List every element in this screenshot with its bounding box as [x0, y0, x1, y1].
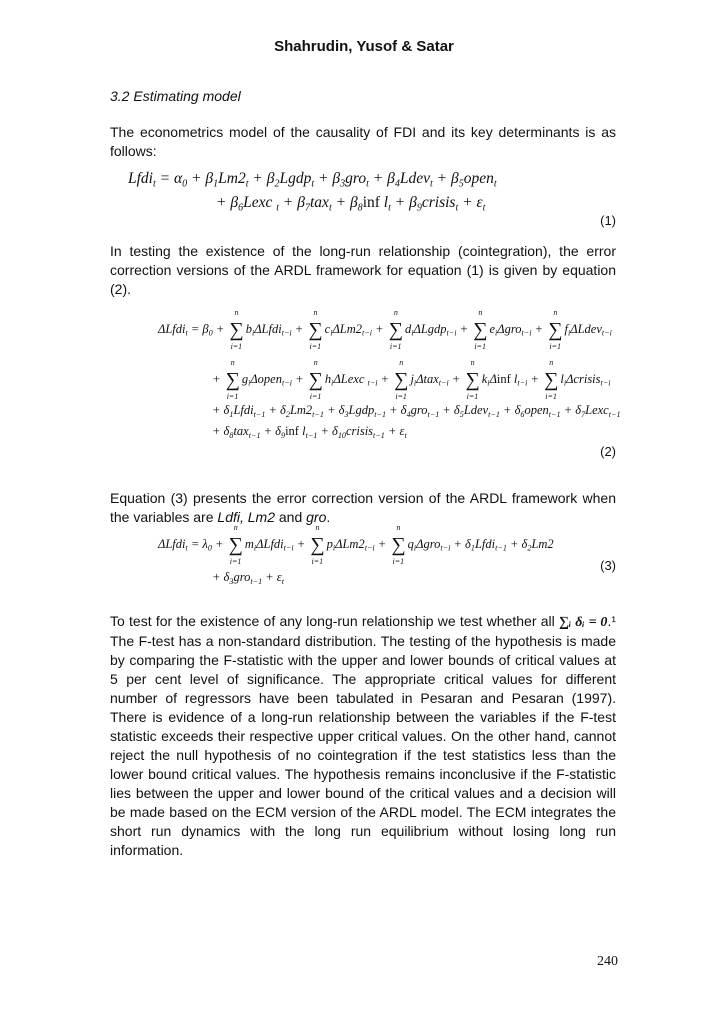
paragraph-intro: The econometrics model of the causality of FDI and its key determinants is as follows:: [110, 124, 616, 159]
paragraph-f-test: To test for the existence of any long-run relationship we test whether all ∑ᵢ δᵢ = 0.¹ The F-test has a non-standard distribution. The testing of the hypothesis is made by comparing the F-statistic with the upper and lower bounds of critical values at 5 per cent level of significance. The appropriate critical values for different number of regressors have been tabulated in Pesaran and Pesaran (1997). There is evidence of a long-run relationship between the variables if the F-test statistic exceeds their respective upper critical values. On the other hand, cannot reject the null hypothesis of no cointegration if the test statistics less than the lower bound critical values. The hypothesis remains inconclusive if the F-statistic lies between the upper and lower bound of the critical values and a decision will be made based on the ECM version of the ARDL model. The ECM integrates the short run dynamics with the long run equilibrium without losing long run information.: [110, 613, 616, 858]
equation-1-line-1: Lfdi$_t$ = $\alpha_0 + \beta_1Lm2_t$ + $\beta_2Lgdp_t + \beta_3gro_t$ + $\beta_4Ldev_t$ + $\beta_5open_t$: [128, 170, 497, 190]
equation-2-line-2: + ∑ n i=1 $g_i\Delta open_{t-i}$ + ∑ n i=1 $h_i\Delta Lexc$ $_{t-i}$ + ∑ n i=1 $j_i\Delta tax_{t-i}$ + ∑ n i=1 $k_i\Delta inf$ $l_{t-i}$ + ∑ n i=1 $l_i\Delta crisis_{t-i}$: [212, 358, 611, 401]
page-number: 240: [597, 954, 618, 969]
equation-1-line-2: + $\beta_6Lexc$ $_t + \beta_7tax_t + \beta_8inf$ $l_t$ + $\beta_9crisis_t + \varepsilon_t$: [216, 194, 486, 214]
equation-3-number: (3): [600, 558, 616, 573]
equation-2-number: (2): [600, 444, 616, 459]
equation-2-line-1: ΔLfdi$_t$ = $\beta_0$ + ∑ n i=1 $b_i\Delta Lfdi_{t-i}$ + ∑ n i=1 $c_i\Delta Lm2_{t-i}$ + ∑ n i=1 $d_i\Delta Lgdp_{t-i}$ + ∑ n i=1 $e_i\Delta gro_{t-i}$ + ∑ n i=1 $f_i\Delta Ldev_{t-i}$: [158, 308, 612, 351]
footnote-marker: .¹: [607, 613, 616, 629]
equation-2-line-3: + $\delta_1Lfdi_{t-1} + \delta_2Lm2_{t-1}$ + $\delta_3Lgdp_{t-1} + \delta_4gro_{t-1}$ + $\delta_5Ldev_{t-1}$ + $\delta_6open_{t-1}$ + $\delta_7Lexc_{t-1}$: [212, 403, 621, 419]
equation-3-line-1: ΔLfdi$_t$ = $\lambda_0$ + ∑ n i=1 $m_i\Delta Lfdi_{t-i}$ + ∑ n i=1 $p_i\Delta Lm2_{t-i}$ + ∑ n i=1 $q_i\Delta gro_{t-i}$ + $\delta_1Lfdi_{t-1} + \delta_2Lm2$: [158, 523, 554, 566]
equation-2-line-4: + $\delta_8tax_{t-1} + \delta_9inf$ $l_{t-1}$ + $\delta_{10}crisis_{t-1} + \varepsilon_t$: [212, 424, 407, 440]
section-title: 3.2 Estimating model: [110, 88, 241, 104]
equation-3-line-2: + $\delta_3gro_{t-1} + \varepsilon_t$: [212, 570, 285, 586]
equation-1-number: (1): [600, 213, 616, 228]
paragraph-cointegration: In testing the existence of the long-run relationship (cointegration), the error correction versions of the ARDL framework for equation (1) is given by equation (2).: [110, 243, 616, 297]
running-header: Shahrudin, Yusof & Satar: [274, 38, 454, 55]
inline-math-sum-delta: ∑ᵢ δᵢ = 0: [558, 615, 608, 630]
paragraph-equation-3-intro: Equation (3) presents the error correction version of the ARDL framework when the variables are Ldfi, Lm2 and gro.: [110, 490, 616, 525]
